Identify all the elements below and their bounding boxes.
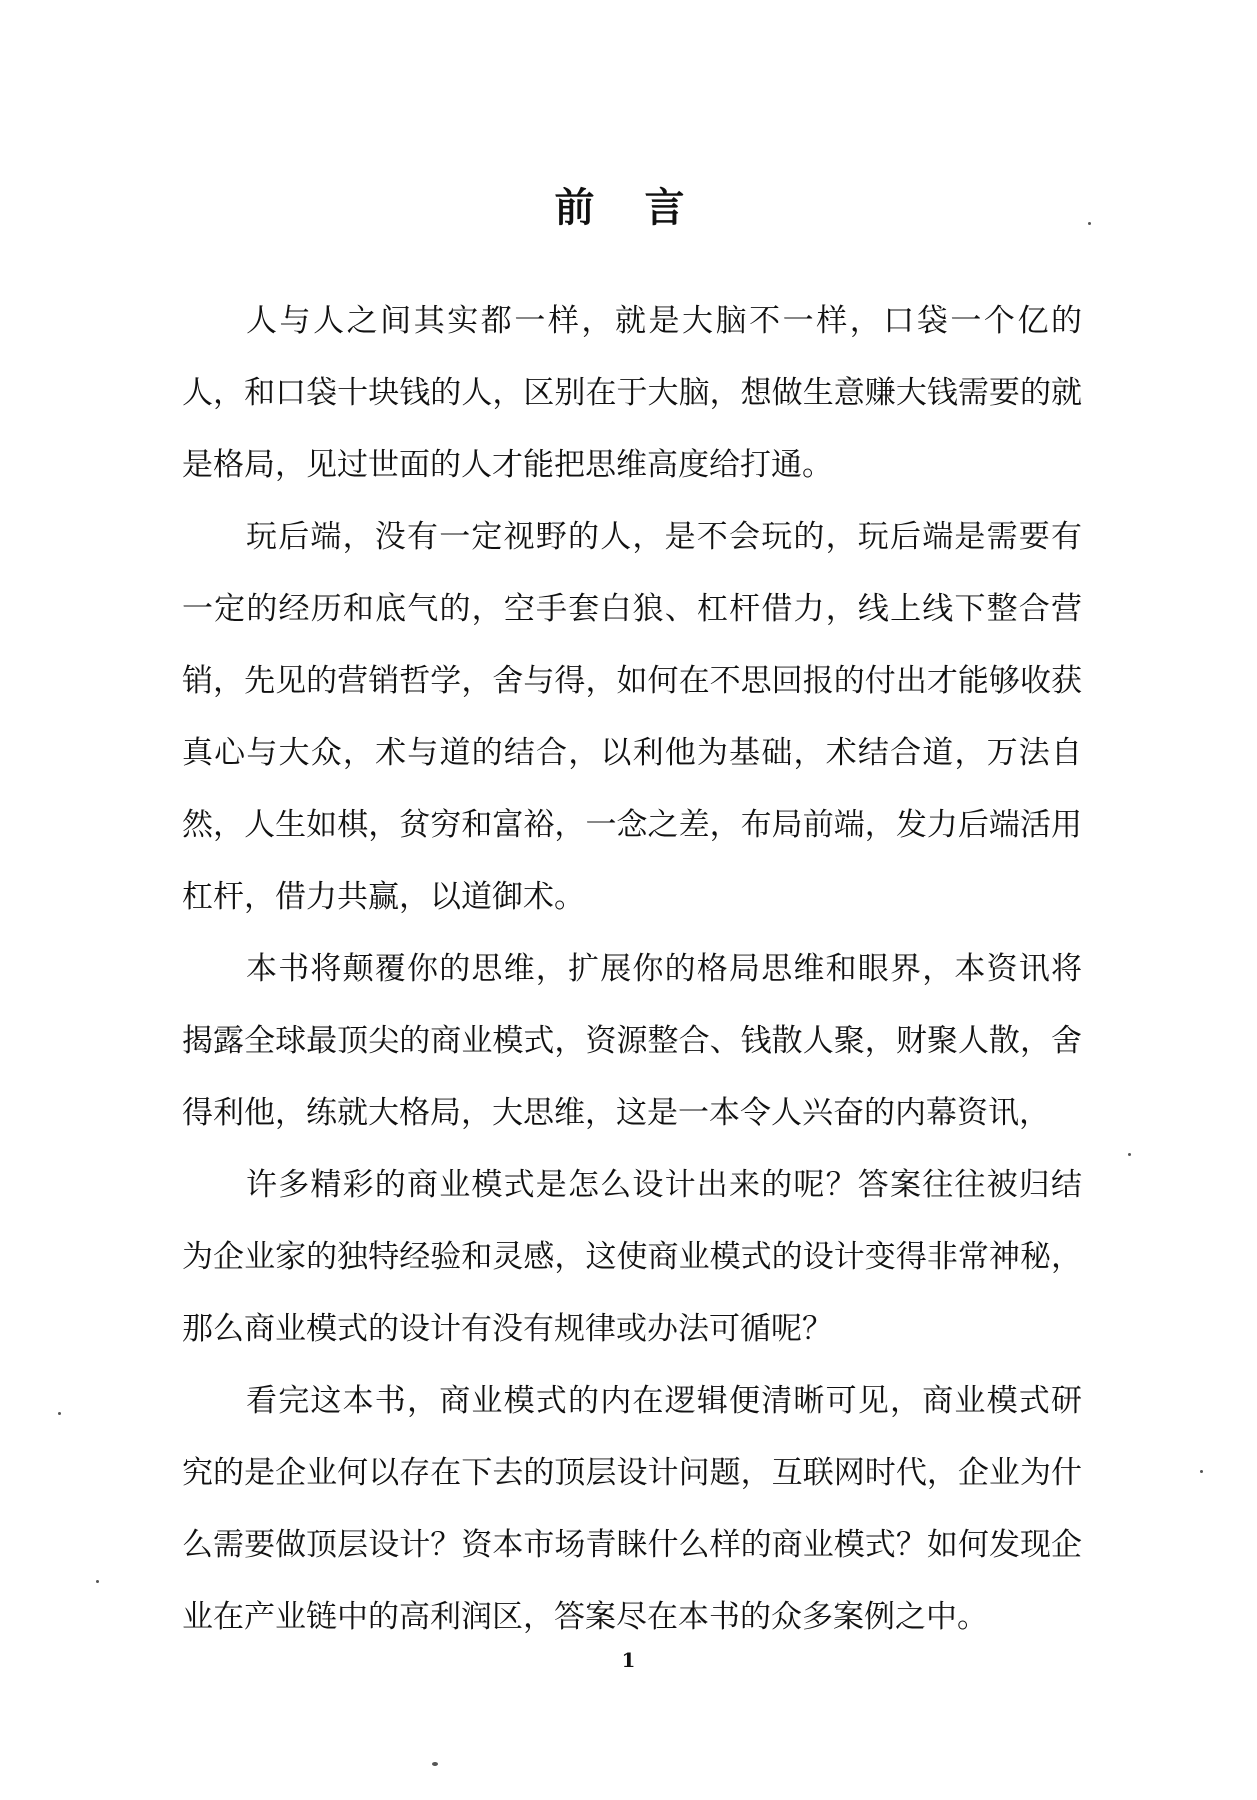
paragraph-2: 玩后端，没有一定视野的人，是不会玩的，玩后端是需要有一定的经历和底气的，空手套白狼、杠杆借力，线上线下整合营销，先见的营销哲学，舍与得，如何在不思回报的付出才能够收获真心与大众，术与道的结合，以利他为基础，术结合道，万法自然，人生如棋，贫穷和富裕，一念之差，布局前端，发力后端活用杠杆，借力共赢，以道御术。 [182, 519, 1082, 915]
scan-speck [1088, 222, 1091, 225]
page-number: 1 [621, 1648, 636, 1672]
scan-speck [432, 1762, 438, 1766]
scan-speck [1128, 1153, 1131, 1156]
scan-speck [1200, 1470, 1203, 1473]
page-title: 前 言 [554, 184, 703, 231]
paragraph-4: 许多精彩的商业模式是怎么设计出来的呢？答案往往被归结为企业家的独特经验和灵感，这使商业模式的设计变得非常神秘，那么商业模式的设计有没有规律或办法可循呢？ [182, 1167, 1082, 1347]
scan-speck [96, 1580, 99, 1583]
paragraph-3: 本书将颠覆你的思维，扩展你的格局思维和眼界，本资讯将揭露全球最顶尖的商业模式，资源整合、钱散人聚，财聚人散，舍得利他，练就大格局，大思维，这是一本令人兴奋的内幕资讯， [182, 951, 1082, 1131]
paragraph-1: 人与人之间其实都一样，就是大脑不一样，口袋一个亿的人，和口袋十块钱的人，区别在于大脑，想做生意赚大钱需要的就是格局，见过世面的人才能把思维高度给打通。 [182, 303, 1082, 483]
paragraph-5: 看完这本书，商业模式的内在逻辑便清晰可见，商业模式研究的是企业何以存在下去的顶层设计问题，互联网时代，企业为什么需要做顶层设计？资本市场青睐什么样的商业模式？如何发现企业在产业链中的高利润区，答案尽在本书的众多案例之中。 [182, 1383, 1082, 1635]
preface-body [182, 285, 1082, 1653]
scan-speck [58, 1412, 61, 1415]
